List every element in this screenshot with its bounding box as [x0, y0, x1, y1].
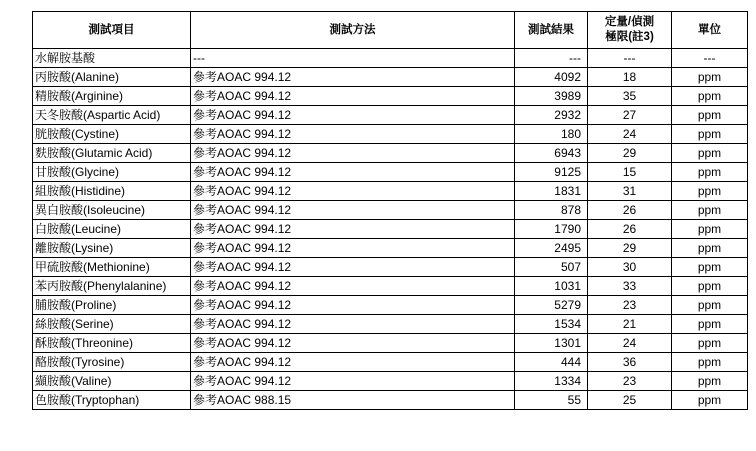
cell-unit: ppm	[672, 220, 748, 239]
cell-unit: ppm	[672, 106, 748, 125]
cell-unit: ppm	[672, 296, 748, 315]
cell-unit: ppm	[672, 239, 748, 258]
cell-detection-limit: 33	[588, 277, 672, 296]
cell-test-result: 1790	[515, 220, 588, 239]
table-row	[33, 182, 748, 201]
cell-detection-limit: 24	[588, 125, 672, 144]
cell-test-item: 丙胺酸(Alanine)	[33, 68, 191, 87]
cell-detection-limit: 23	[588, 372, 672, 391]
cell-test-item: 天冬胺酸(Aspartic Acid)	[33, 106, 191, 125]
cell-test-item: 酪胺酸(Tyrosine)	[33, 353, 191, 372]
cell-detection-limit: 23	[588, 296, 672, 315]
cell-test-result: 9125	[515, 163, 588, 182]
table-row	[33, 87, 748, 106]
cell-detection-limit: 24	[588, 334, 672, 353]
cell-test-item: 胱胺酸(Cystine)	[33, 125, 191, 144]
table-row	[33, 258, 748, 277]
header-detection-limit-line2: 極限(註3)	[605, 31, 654, 43]
cell-detection-limit: 29	[588, 239, 672, 258]
cell-detection-limit: 18	[588, 68, 672, 87]
cell-unit: ppm	[672, 277, 748, 296]
cell-test-result: 180	[515, 125, 588, 144]
cell-unit: ppm	[672, 315, 748, 334]
cell-test-method: 參考AOAC 994.12	[191, 353, 515, 372]
cell-unit: ---	[672, 49, 748, 68]
test-results-table	[32, 11, 748, 410]
table-row	[33, 296, 748, 315]
cell-test-method: 參考AOAC 994.12	[191, 87, 515, 106]
table-row	[33, 353, 748, 372]
cell-test-method: 參考AOAC 994.12	[191, 144, 515, 163]
cell-test-result: 1301	[515, 334, 588, 353]
cell-test-result: 444	[515, 353, 588, 372]
cell-unit: ppm	[672, 68, 748, 87]
cell-test-item: 異白胺酸(Isoleucine)	[33, 201, 191, 220]
cell-test-method: 參考AOAC 994.12	[191, 239, 515, 258]
cell-test-item: 色胺酸(Tryptophan)	[33, 391, 191, 410]
table-row	[33, 163, 748, 182]
cell-detection-limit: 26	[588, 201, 672, 220]
cell-test-method: 參考AOAC 994.12	[191, 201, 515, 220]
cell-unit: ppm	[672, 125, 748, 144]
cell-test-item: 脯胺酸(Proline)	[33, 296, 191, 315]
table-row	[33, 106, 748, 125]
cell-test-result: 1334	[515, 372, 588, 391]
cell-detection-limit: 27	[588, 106, 672, 125]
cell-test-item: 纈胺酸(Valine)	[33, 372, 191, 391]
cell-detection-limit: 21	[588, 315, 672, 334]
cell-test-result: 2495	[515, 239, 588, 258]
cell-detection-limit: ---	[588, 49, 672, 68]
cell-unit: ppm	[672, 182, 748, 201]
table-body	[33, 49, 748, 410]
cell-unit: ppm	[672, 391, 748, 410]
table-row	[33, 220, 748, 239]
cell-test-method: 參考AOAC 994.12	[191, 68, 515, 87]
table-row	[33, 334, 748, 353]
cell-detection-limit: 35	[588, 87, 672, 106]
table-row	[33, 372, 748, 391]
cell-test-item: 離胺酸(Lysine)	[33, 239, 191, 258]
cell-test-result: 1031	[515, 277, 588, 296]
cell-unit: ppm	[672, 372, 748, 391]
cell-test-item: 麩胺酸(Glutamic Acid)	[33, 144, 191, 163]
cell-test-method: 參考AOAC 994.12	[191, 315, 515, 334]
table-row	[33, 315, 748, 334]
cell-test-item: 水解胺基酸	[33, 49, 191, 68]
cell-test-method: 參考AOAC 994.12	[191, 277, 515, 296]
cell-test-item: 絲胺酸(Serine)	[33, 315, 191, 334]
table-row	[33, 277, 748, 296]
header-detection-limit	[588, 12, 672, 49]
cell-test-result: 4092	[515, 68, 588, 87]
header-test-result: 測試結果	[515, 12, 588, 49]
cell-test-result: 1831	[515, 182, 588, 201]
table-header	[33, 12, 748, 49]
cell-unit: ppm	[672, 144, 748, 163]
table-row	[33, 201, 748, 220]
cell-test-method: ---	[191, 49, 515, 68]
cell-test-item: 精胺酸(Arginine)	[33, 87, 191, 106]
cell-detection-limit: 30	[588, 258, 672, 277]
cell-test-result: 2932	[515, 106, 588, 125]
cell-test-item: 組胺酸(Histidine)	[33, 182, 191, 201]
cell-test-result: 55	[515, 391, 588, 410]
cell-test-result: 5279	[515, 296, 588, 315]
cell-test-item: 甲硫胺酸(Methionine)	[33, 258, 191, 277]
cell-test-method: 參考AOAC 994.12	[191, 372, 515, 391]
cell-unit: ppm	[672, 201, 748, 220]
cell-test-item: 酥胺酸(Threonine)	[33, 334, 191, 353]
cell-test-item: 白胺酸(Leucine)	[33, 220, 191, 239]
cell-test-method: 參考AOAC 988.15	[191, 391, 515, 410]
cell-test-method: 參考AOAC 994.12	[191, 296, 515, 315]
cell-test-method: 參考AOAC 994.12	[191, 106, 515, 125]
cell-test-method: 參考AOAC 994.12	[191, 334, 515, 353]
table-row	[33, 125, 748, 144]
cell-test-result: 1534	[515, 315, 588, 334]
cell-test-result: 878	[515, 201, 588, 220]
cell-detection-limit: 15	[588, 163, 672, 182]
table-row	[33, 144, 748, 163]
cell-test-result: ---	[515, 49, 588, 68]
cell-test-method: 參考AOAC 994.12	[191, 182, 515, 201]
header-detection-limit-line1: 定量/偵測	[604, 16, 655, 28]
cell-unit: ppm	[672, 353, 748, 372]
cell-test-result: 507	[515, 258, 588, 277]
cell-test-result: 6943	[515, 144, 588, 163]
table-row	[33, 239, 748, 258]
cell-unit: ppm	[672, 163, 748, 182]
cell-test-result: 3989	[515, 87, 588, 106]
table-row	[33, 391, 748, 410]
table-row	[33, 49, 748, 68]
cell-test-item: 甘胺酸(Glycine)	[33, 163, 191, 182]
cell-detection-limit: 36	[588, 353, 672, 372]
cell-test-item: 苯丙胺酸(Phenylalanine)	[33, 277, 191, 296]
header-row	[33, 12, 748, 49]
cell-unit: ppm	[672, 258, 748, 277]
header-test-item: 測試項目	[33, 12, 191, 49]
cell-test-method: 參考AOAC 994.12	[191, 258, 515, 277]
cell-detection-limit: 29	[588, 144, 672, 163]
cell-test-method: 參考AOAC 994.12	[191, 163, 515, 182]
header-unit: 單位	[672, 12, 748, 49]
cell-detection-limit: 25	[588, 391, 672, 410]
header-test-method: 測試方法	[191, 12, 515, 49]
cell-unit: ppm	[672, 334, 748, 353]
cell-detection-limit: 31	[588, 182, 672, 201]
cell-test-method: 參考AOAC 994.12	[191, 125, 515, 144]
table-row	[33, 68, 748, 87]
cell-detection-limit: 26	[588, 220, 672, 239]
cell-unit: ppm	[672, 87, 748, 106]
cell-test-method: 參考AOAC 994.12	[191, 220, 515, 239]
